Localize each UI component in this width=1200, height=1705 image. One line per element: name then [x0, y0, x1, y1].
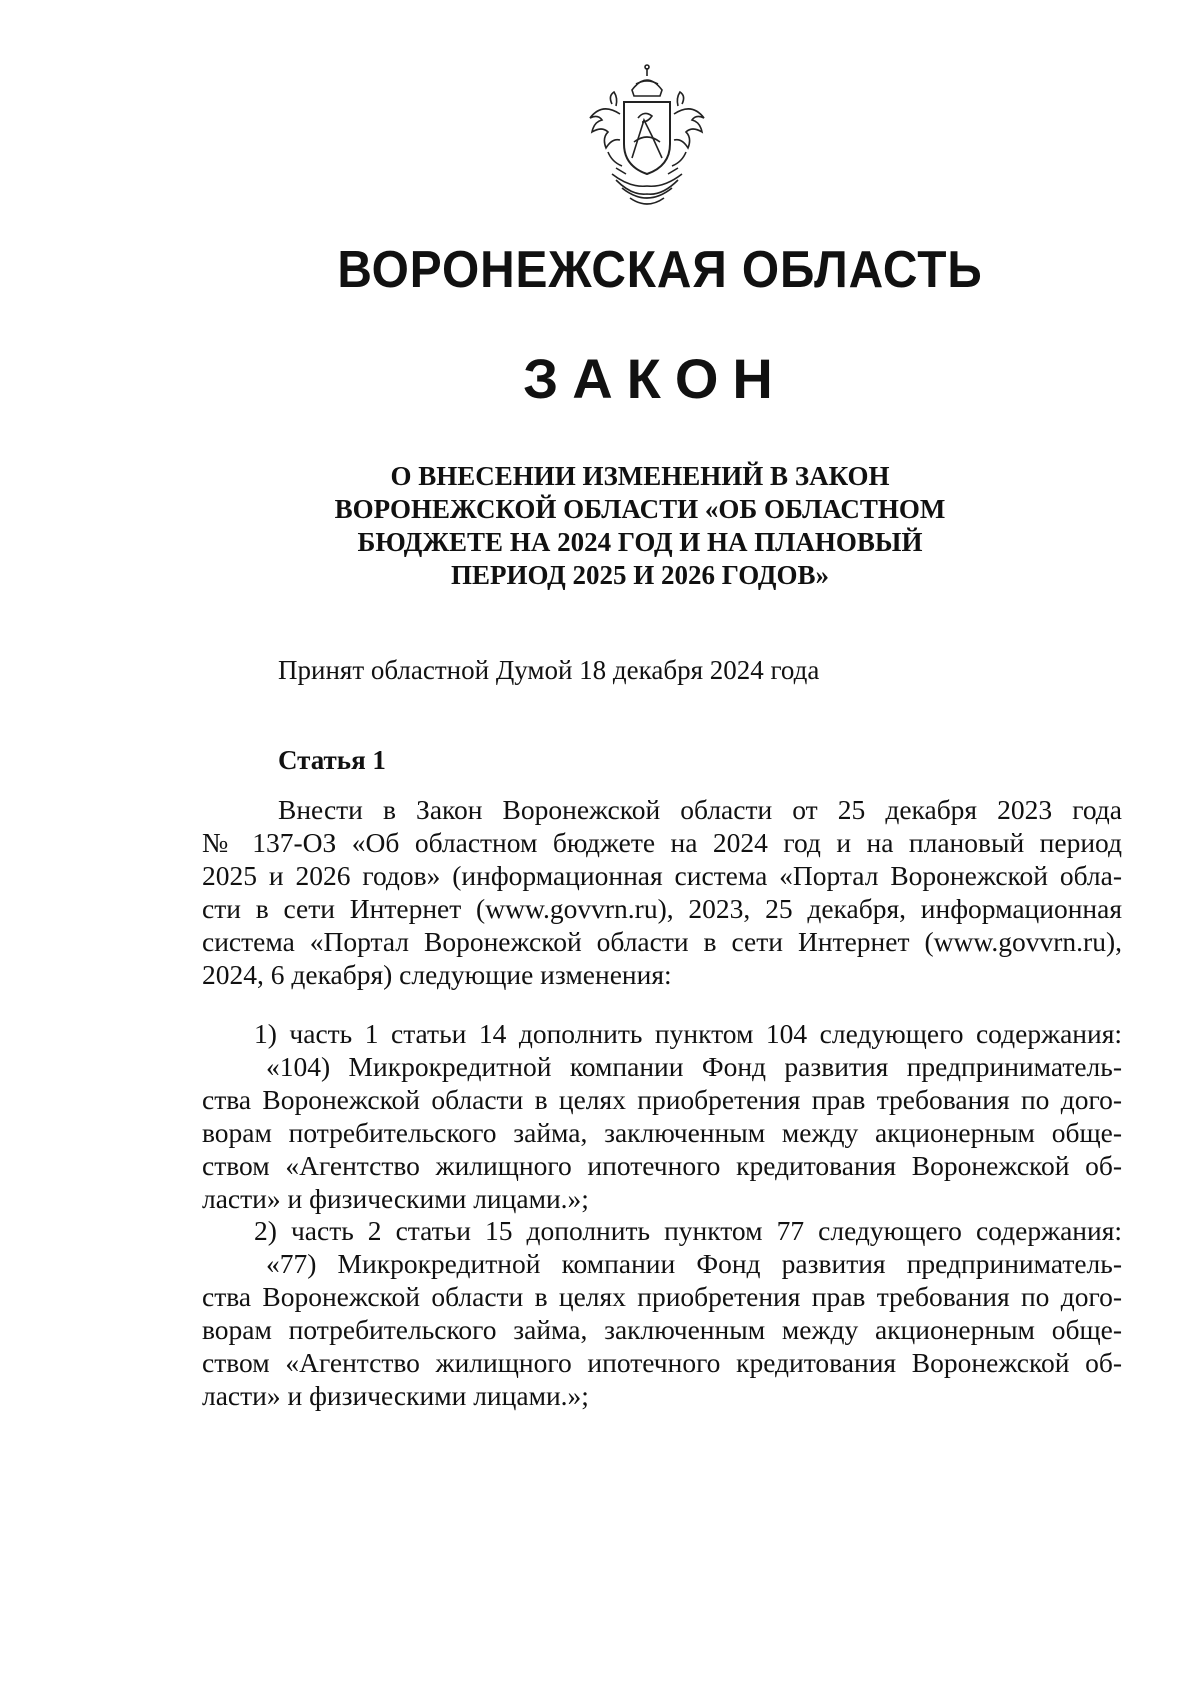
- amendment-item-2: [202, 1214, 1122, 1412]
- subject-line: ВОРОНЕЖСКОЙ ОБЛАСТИ «ОБ ОБЛАСТНОМ: [334, 494, 946, 524]
- subject-line: БЮДЖЕТЕ НА 2024 ГОД И НА ПЛАНОВЫЙ: [357, 527, 923, 557]
- paragraph-line: сти в сети Интернет (www.govvrn.ru), 2023, 25 декабря, информационная: [202, 893, 1122, 924]
- paragraph-line: «104) Микрокредитной компании Фонд развития предприниматель-: [266, 1051, 1122, 1082]
- paragraph-line: ством «Агентство жилищного ипотечного кредитования Воронежской об-: [202, 1150, 1122, 1181]
- paragraph-line: 2) часть 2 статьи 15 дополнить пунктом 77 следующего содержания:: [254, 1215, 1122, 1246]
- adoption-statement: Принят областной Думой 18 декабря 2024 года: [278, 655, 820, 685]
- article-intro-paragraph: [202, 793, 1122, 991]
- document-type-title: ЗАКОН: [523, 347, 787, 410]
- article-heading: Статья 1: [278, 745, 386, 775]
- paragraph-line: ства Воронежской области в целях приобретения прав требования по дого-: [202, 1084, 1122, 1115]
- paragraph-line: ства Воронежской области в целях приобретения прав требования по дого-: [202, 1281, 1122, 1312]
- paragraph-line: система «Портал Воронежской области в сети Интернет (www.govvrn.ru),: [202, 926, 1122, 957]
- paragraph-line: Внести в Закон Воронежской области от 25 декабря 2023 года: [278, 794, 1122, 825]
- paragraph-line: ством «Агентство жилищного ипотечного кредитования Воронежской об-: [202, 1347, 1122, 1378]
- amendment-item-1: [202, 1017, 1122, 1215]
- paragraph-line: № 137-ОЗ «Об областном бюджете на 2024 год и на плановый период: [202, 827, 1122, 858]
- region-title-text: ВОРОНЕЖСКАЯ ОБЛАСТЬ: [337, 241, 983, 299]
- paragraph-line: ворам потребительского займа, заключенным между акционерным обще-: [202, 1117, 1122, 1148]
- voronezh-coat-of-arms-icon: [572, 62, 722, 212]
- paragraph-line: 2024, 6 декабря) следующие изменения:: [202, 959, 672, 990]
- paragraph-line: ласти» и физическими лицами.»;: [202, 1380, 589, 1411]
- paragraph-line: ворам потребительского займа, заключенным между акционерным обще-: [202, 1314, 1122, 1345]
- paragraph-line: 2025 и 2026 годов» (информационная система «Портал Воронежской обла-: [202, 860, 1122, 891]
- subject-line: ПЕРИОД 2025 И 2026 ГОДОВ»: [451, 560, 829, 590]
- paragraph-line: «77) Микрокредитной компании Фонд развития предприниматель-: [266, 1248, 1122, 1279]
- paragraph-line: 1) часть 1 статьи 14 дополнить пунктом 104 следующего содержания:: [254, 1018, 1122, 1049]
- paragraph-line: ласти» и физическими лицами.»;: [202, 1183, 589, 1214]
- subject-line: О ВНЕСЕНИИ ИЗМЕНЕНИЙ В ЗАКОН: [390, 461, 890, 491]
- region-title: [53, 240, 1157, 300]
- law-subject-heading: [300, 460, 980, 592]
